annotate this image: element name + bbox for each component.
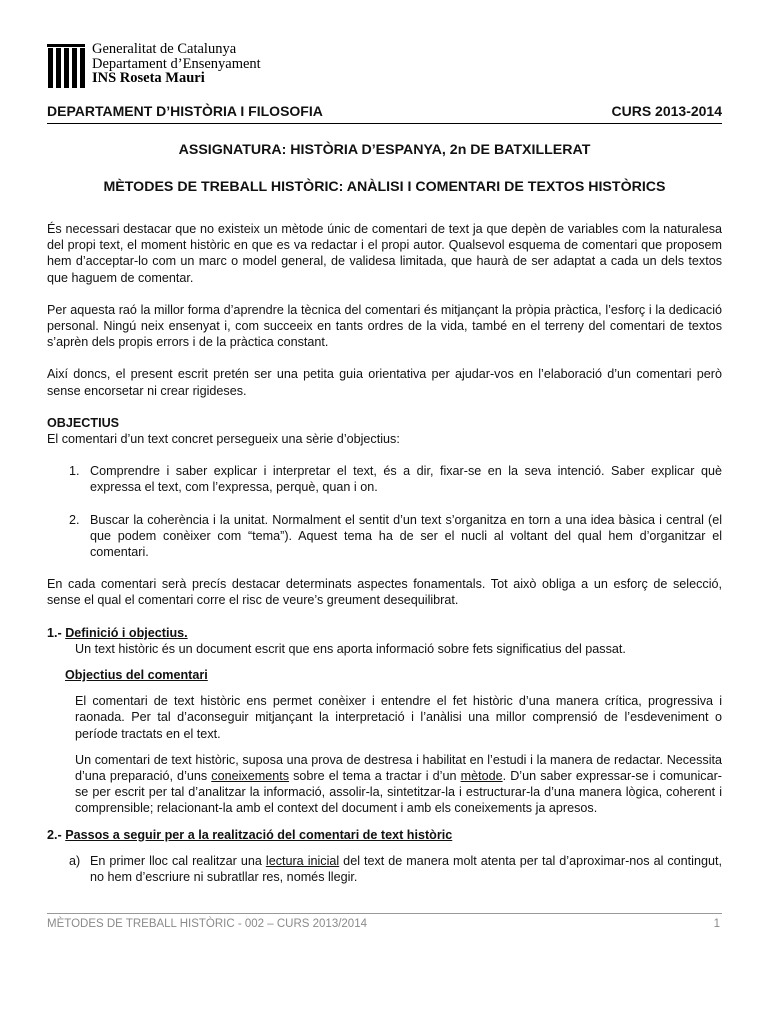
intro-paragraph-3: Així doncs, el present escrit pretén ser una petita guia orientativa per ajudar-vos en l’elaboració d’un comentari però sense encorsetar ni crear rigideses. (47, 367, 722, 398)
catalan-flag-logo-icon (47, 44, 85, 88)
text-run: del text de manera molt atenta per tal d’aproximar-nos al contingut, no hem d’escriure ni subratllar res, només llegir. (90, 853, 722, 885)
section-1-number: 1.- (47, 625, 62, 640)
coneixements-underlined: coneixements (211, 769, 289, 784)
text-run: En primer lloc cal realitzar una (90, 853, 266, 868)
list-item-number: 2. (69, 512, 80, 527)
list-item (47, 853, 722, 885)
page-number: 1 (713, 918, 720, 930)
intro-paragraph-2: Per aquesta raó la millor forma d’aprendre la tècnica del comentari és mitjançant la pròpia pràctica, l’esforç i la dedicació personal. Ningú neix ensenyat i, com succeeix en tants ordres de la vida, també en el terreny del comentari de textos s’aprèn dels propis errors i de la pràctica constant. (47, 302, 722, 350)
list-item (47, 463, 722, 495)
department-header (47, 103, 722, 124)
page-footer (47, 913, 722, 930)
section-2-title: Passos a seguir per a la realització del comentari de text històric (65, 827, 453, 842)
footer-text: MÈTODES DE TREBALL HISTÒRIC - 002 – CURS 2013/2014 (47, 918, 367, 930)
objectius-lead: El comentari d’un text concret persegueix una sèrie d’objectius: (47, 432, 400, 447)
document-body (47, 221, 722, 885)
section-1-definition: Un text històric és un document escrit que ens aporta informació sobre fets significatius del passat. (75, 641, 626, 656)
text-run: Un comentari de text històric, suposa una prova de destresa i habilitat en l’estudi i la manera de redactar. Necessita d’una preparació, d’uns (75, 752, 722, 784)
objectius-heading: OBJECTIUS (47, 415, 120, 430)
list-item-text: Buscar la coherència i la unitat. Normalment el sentit d’un text s’organitza en torn a una idea bàsica i central (el que podem conèixer com “tema”). Aquest tema ha de ser el nucli al voltant del qual hem d’organitzar el comentari. (90, 512, 722, 560)
metode-underlined: mètode (460, 769, 503, 784)
list-item-label: a) (69, 853, 81, 868)
text-run: sobre el tema a tractar i d’un (289, 769, 461, 784)
intro-paragraph-1: És necessari destacar que no existeix un mètode únic de comentari de text ja que depèn de variables com la naturalesa del propi text, el moment històric en que es va redactar i el propi autor. Qualsevol esquema de comentari que proposem hem d’acceptar-lo com un marc o model general, de validesa limitada, que haurà de ser adaptat a cada un dels textos que haguem de comentar. (47, 222, 722, 285)
list-item-number: 1. (69, 464, 80, 479)
text-run: . D’un saber expressar-se i comunicar-se per escrit per tal d’analitzar la informació, assolir-la, sintetitzar-la i estructurar-la d’una manera lògica, coherent i comprensible; relacionant-la amb el context del document i amb els coneixements ja apresos. (75, 769, 722, 816)
subject-title: ASSIGNATURA: HISTÒRIA D’ESPANYA, 2n DE BATXILLERAT (178, 142, 591, 158)
letterhead-school: INS Roseta Mauri (92, 70, 205, 86)
lectura-inicial-underlined: lectura inicial (265, 853, 340, 868)
section-1-heading (47, 625, 722, 641)
letterhead-line-1: Generalitat de Catalunya (92, 41, 237, 57)
section-2-number: 2.- (47, 827, 62, 842)
main-title: MÈTODES DE TREBALL HISTÒRIC: ANÀLISI I COMENTARI DE TEXTOS HISTÒRICS (103, 179, 666, 195)
department-name: DEPARTAMENT D’HISTÒRIA I FILOSOFIA (47, 103, 323, 119)
list-item-text: Comprendre i saber explicar i interpretar el text, és a dir, fixar-se en la seva intenció. Saber explicar què expressa el text, com l’expressa, perquè, quan i on. (90, 464, 722, 495)
objectius-comentari-subheading: Objectius del comentari (65, 668, 208, 683)
section-1-paragraph-2 (47, 752, 722, 817)
letterhead-line-2: Departament d’Ensenyament (92, 55, 261, 72)
objectius-closing: En cada comentari serà precís destacar determinats aspectes fonamentals. Tot això obliga a un esforç de selecció, sense el qual el comentari corre el risc de veure’s greument desequilibrat. (47, 577, 722, 608)
course-year: CURS 2013-2014 (611, 103, 722, 119)
section-2-heading (47, 827, 722, 843)
letterhead (92, 42, 261, 86)
list-item (47, 512, 722, 561)
section-1-title: Definició i objectius. (65, 625, 188, 640)
section-1-paragraph-1: El comentari de text històric ens permet conèixer i entendre el fet històric d’una manera crítica, progressiva i raonada. Per tal d’aconseguir mitjançant la interpretació i l’anàlisi una millor comprensió de l’esdeveniment o període tractats en el text. (75, 694, 722, 741)
